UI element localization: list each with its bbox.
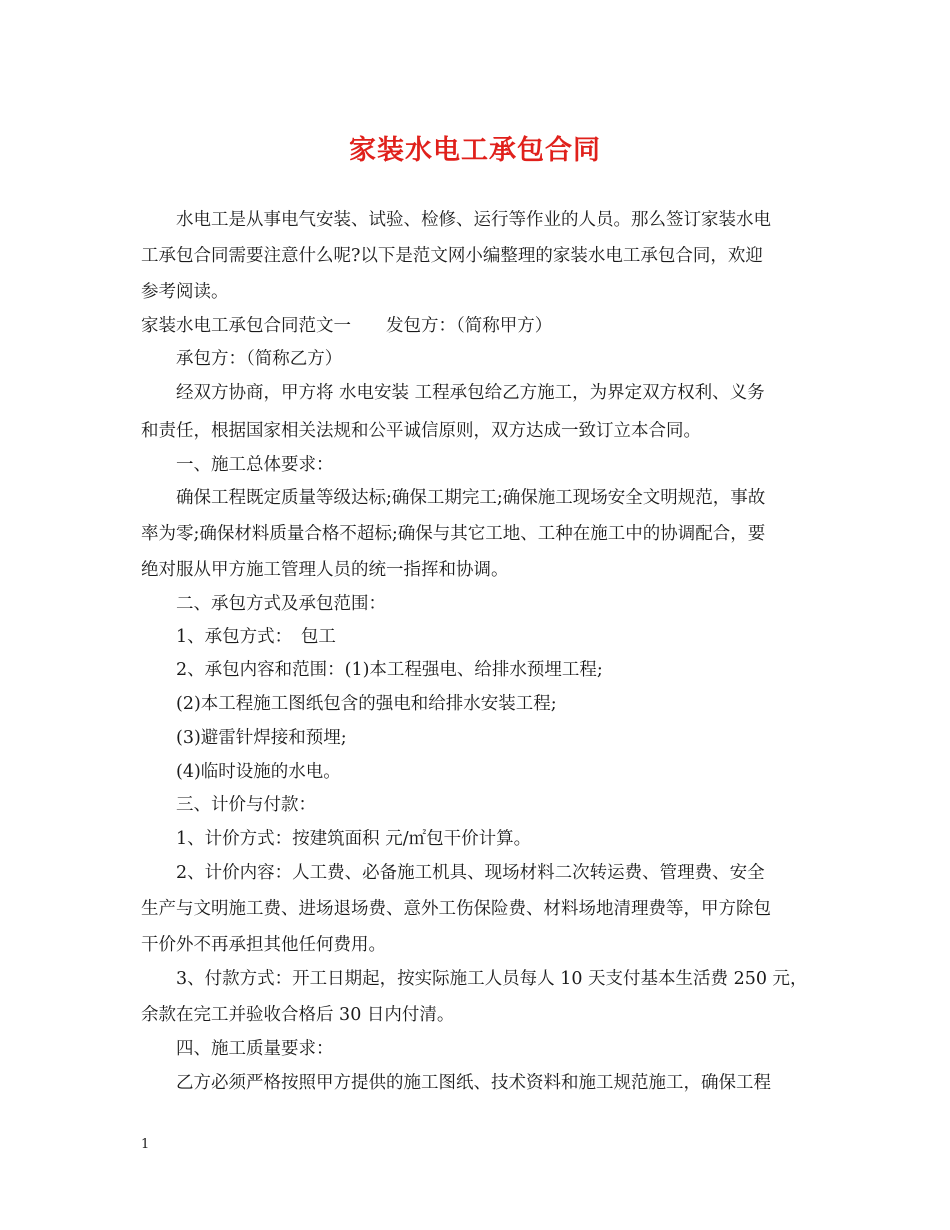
document-title: 家装水电工承包合同 xyxy=(349,135,601,166)
text-line: 绝对服从甲方施工管理人员的统一指挥和协调。 xyxy=(141,560,509,580)
text-line: 2、承包内容和范围：(1)本工程强电、给排水预埋工程; xyxy=(141,660,603,680)
text-line: (4)临时设施的水电。 xyxy=(141,762,341,782)
page-number: 1 xyxy=(141,1137,150,1152)
text-line: 率为零;确保材料质量合格不超标;确保与其它工地、工种在施工中的协调配合，要 xyxy=(141,524,766,544)
text-line: (2)本工程施工图纸包含的强电和给排水安装工程; xyxy=(141,694,557,714)
text-line: 家装水电工承包合同范文一 发包方：（简称甲方） xyxy=(141,316,553,336)
section-heading: 一、施工总体要求： xyxy=(141,455,334,475)
text-line: (3)避雷针焊接和预埋; xyxy=(141,728,347,748)
text-line: 1、承包方式： 包工 xyxy=(141,627,336,647)
text-line: 余款在完工并验收合格后 30 日内付清。 xyxy=(141,1005,455,1025)
text-line: 1、计价方式：按建筑面积 元/㎡包干价计算。 xyxy=(141,829,532,849)
text-line: 工承包合同需要注意什么呢?以下是范文网小编整理的家装水电工承包合同，欢迎 xyxy=(141,246,763,266)
text-line: 水电工是从事电气安装、试验、检修、运行等作业的人员。那么签订家装水电 xyxy=(141,210,771,230)
text-line: 经双方协商，甲方将 水电安装 工程承包给乙方施工，为界定双方权利、义务 xyxy=(141,383,765,403)
text-line: 参考阅读。 xyxy=(141,282,229,302)
text-line: 3、付款方式：开工日期起，按实际施工人员每人 10 天支付基本生活费 250 元， xyxy=(141,969,808,989)
text-line: 和责任，根据国家相关法规和公平诚信原则，双方达成一致订立本合同。 xyxy=(141,421,701,441)
text-line: 乙方必须严格按照甲方提供的施工图纸、技术资料和施工规范施工，确保工程 xyxy=(141,1073,771,1093)
text-line: 承包方：（简称乙方） xyxy=(141,349,343,369)
text-line: 生产与文明施工费、进场退场费、意外工伤保险费、材料场地清理费等，甲方除包 xyxy=(141,899,771,919)
text-line: 干价外不再承担其他任何费用。 xyxy=(141,935,386,955)
text-line: 2、计价内容：人工费、必备施工机具、现场材料二次转运费、管理费、安全 xyxy=(141,863,765,883)
section-heading: 三、计价与付款： xyxy=(141,795,316,815)
text-line: 确保工程既定质量等级达标;确保工期完工;确保施工现场安全文明规范，事故 xyxy=(141,488,766,508)
section-heading: 二、承包方式及承包范围： xyxy=(141,594,386,614)
section-heading: 四、施工质量要求： xyxy=(141,1039,334,1059)
